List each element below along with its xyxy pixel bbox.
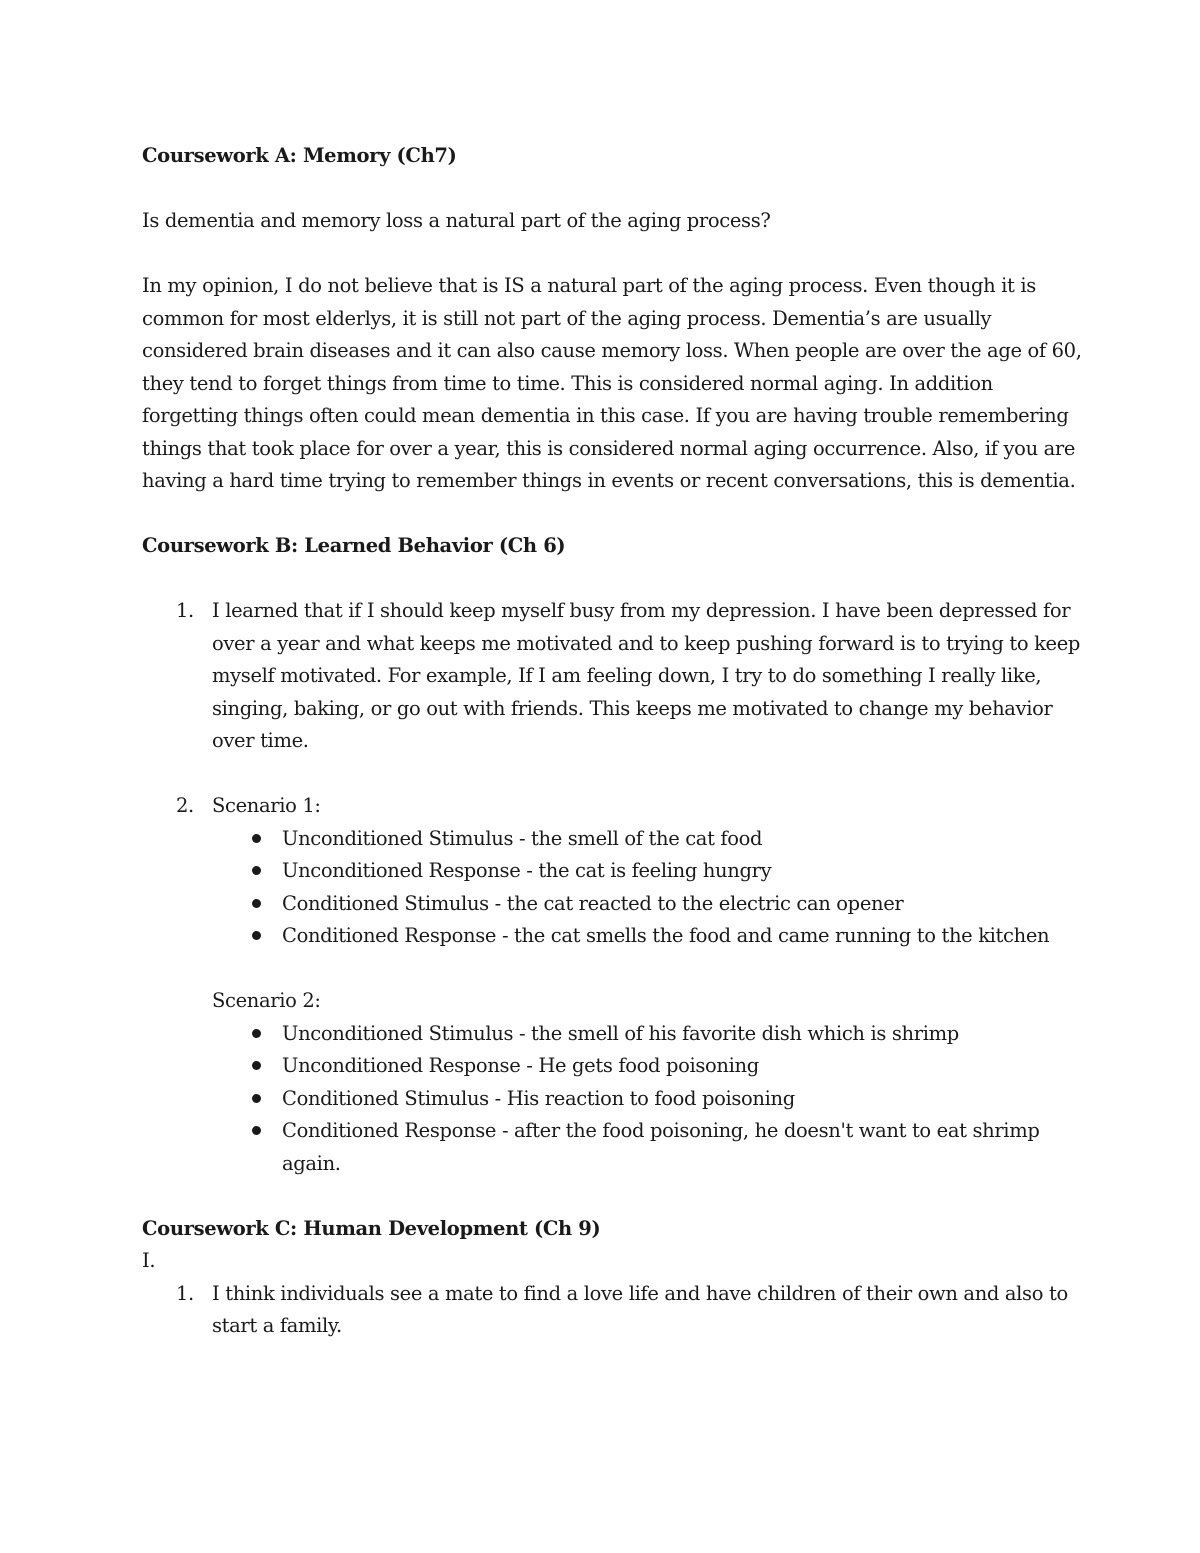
list-item-text: Unconditioned Response - the cat is feeling hungry <box>282 859 772 882</box>
section-c-heading: Coursework C: Human Development (Ch 9) <box>142 1216 601 1240</box>
list-number: 1. <box>176 599 194 622</box>
list-item <box>212 920 1082 953</box>
section-c-item-1 <box>142 1278 1082 1343</box>
list-item <box>212 1115 1082 1180</box>
bullet-icon <box>252 1094 261 1103</box>
scenario-2-label: Scenario 2: <box>212 989 321 1012</box>
list-item <box>212 823 1082 856</box>
bullet-icon <box>252 1061 261 1070</box>
list-item-text: Conditioned Stimulus - His reaction to food poisoning <box>282 1086 795 1110</box>
list-number: 2. <box>176 794 194 817</box>
bullet-icon <box>252 1029 261 1038</box>
section-a-heading: Coursework A: Memory (Ch7) <box>142 144 457 167</box>
list-item <box>212 888 1082 921</box>
list-item-text: Conditioned Stimulus - the cat reacted to the electric can opener <box>282 891 904 915</box>
bullet-icon <box>252 899 261 908</box>
section-c-roman-numeral: I. <box>142 1249 156 1272</box>
list-item-text: Unconditioned Stimulus - the smell of his favorite dish which is shrimp <box>282 1021 959 1045</box>
section-b-item-2 <box>142 790 1082 823</box>
bullet-icon <box>252 1126 261 1135</box>
bullet-icon <box>252 931 261 940</box>
scenario-2-list <box>142 1018 1082 1181</box>
bullet-icon <box>252 834 261 843</box>
list-item-text: Unconditioned Response - He gets food poisoning <box>282 1054 759 1077</box>
bullet-icon <box>252 866 261 875</box>
list-item <box>212 1050 1082 1083</box>
list-item-text: Conditioned Response - the cat smells the food and came running to the kitchen <box>282 924 1050 947</box>
list-item <box>212 1018 1082 1051</box>
section-b-item-1-text: I learned that if I should keep myself busy from my depression. I have been depressed for over a year and what keeps me motivated and to keep pushing forward is to trying to keep myself motivated. For example, If I am feeling down, I try to do something I really like, singing, baking, or go out with friends. This keeps me motivated to change my behavior <box>212 599 1081 720</box>
list-item-text: Conditioned Response - after the food poisoning, he doesn't want to eat shrimp again. <box>282 1119 1040 1175</box>
scenario-1-list <box>142 823 1082 953</box>
list-item <box>212 855 1082 888</box>
list-item <box>212 1083 1082 1116</box>
section-b-item-1-tail: over time. <box>212 729 309 752</box>
document-page <box>142 140 1082 1343</box>
section-b-item-1 <box>142 595 1082 758</box>
section-a-question: Is dementia and memory loss a natural part of the aging process? <box>142 209 771 232</box>
section-a-answer: In my opinion, I do not believe that is IS a natural part of the aging process. Even though it is common for most elderlys, it is still not part of the aging process. Dementia’s are usually considered brain diseases and it can also cause memory loss. When people are over the age of 60, they tend to forget things from time to time. This is considered normal aging. In addition forgetting things often could mean dementia in this case. If you are having trouble remembering things that took place for over a year, this is considered normal aging occurrence. Also, if you are having a hard time trying to remember things in events or recent conversations, this is dementia. <box>142 274 1082 492</box>
section-c-item-1-text: I think individuals see a mate to find a love life and have children of their own and also to start a family. <box>212 1281 1068 1337</box>
list-number: 1. <box>176 1281 194 1305</box>
section-b-heading: Coursework B: Learned Behavior (Ch 6) <box>142 534 566 557</box>
scenario-1-label: Scenario 1: <box>212 794 321 817</box>
list-item-text: Unconditioned Stimulus - the smell of the cat food <box>282 826 763 850</box>
